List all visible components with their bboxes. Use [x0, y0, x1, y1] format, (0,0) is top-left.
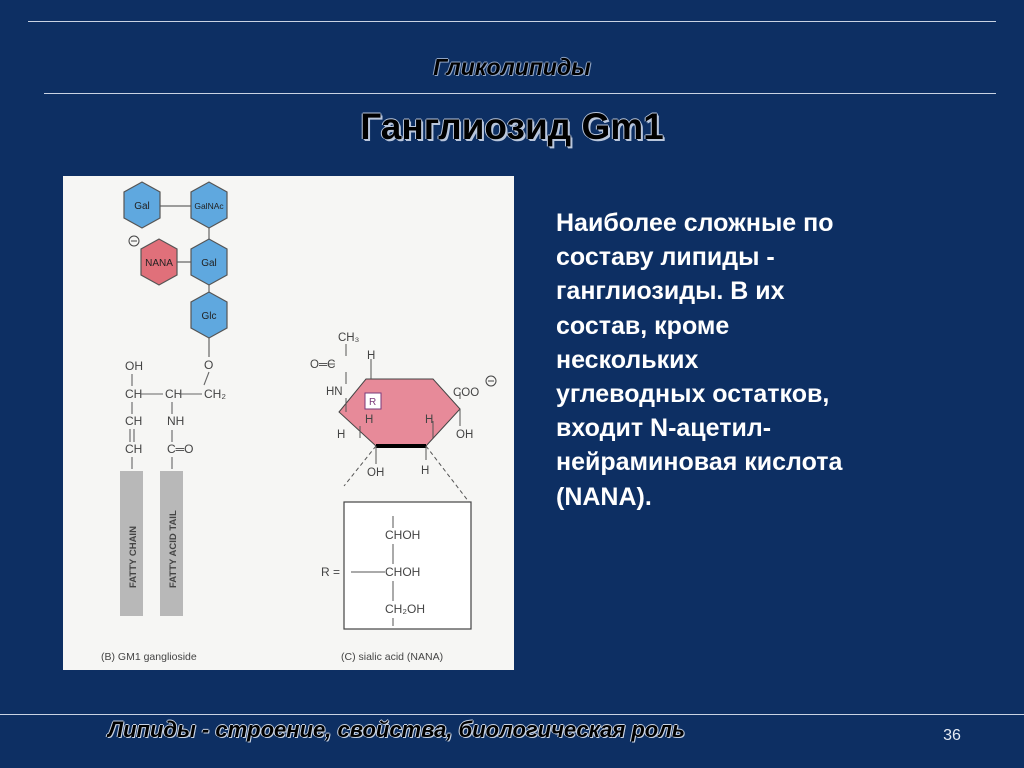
sialic-acid-ring [339, 379, 460, 446]
caption-b: (B) GM1 ganglioside [101, 651, 197, 663]
r-chain-3: CH₂OH [385, 602, 425, 616]
fatty-acid-tail-label: FATTY ACID TAIL [168, 510, 179, 588]
top-rule [28, 21, 996, 22]
ring-r-label: R [369, 397, 377, 408]
caption-c: (C) sialic acid (NANA) [341, 651, 444, 663]
description-text: Наиболее сложные по составу липиды - ганглиозиды. В их состав, кроме нескольких углеводных остатков, входит N-ацетил- нейраминовая кислота (NANA). [556, 209, 843, 511]
title-rule [44, 93, 996, 94]
backbone-ch2: CH₂ [204, 387, 226, 401]
r-chain-1: CHOH [385, 528, 421, 542]
nana-label: NANA [145, 258, 173, 269]
backbone-c-o: C═O [167, 442, 194, 456]
sialic-h-inner-left: H [365, 414, 374, 426]
galnac-label: GalNAc [194, 201, 224, 211]
backbone-ch1: CH [125, 387, 143, 401]
r-chain-2: CHOH [385, 565, 421, 579]
sialic-ch3: CH₃ [338, 332, 360, 344]
backbone-o-link: O [204, 358, 214, 372]
figure-svg [63, 176, 514, 670]
r-equals-label: R = [321, 565, 341, 579]
ganglioside-figure [63, 176, 514, 670]
gal-label: Gal [201, 258, 217, 269]
footer-rule [0, 714, 1024, 715]
sialic-h-left: H [337, 429, 346, 441]
backbone-ch-mid: CH [165, 387, 183, 401]
glc-label: Glc [201, 311, 217, 322]
page-number: 36 [943, 727, 961, 744]
sialic-oh-right: OH [456, 429, 474, 441]
backbone-ch3: CH [125, 414, 143, 428]
section-title: Гликолипиды [433, 54, 591, 80]
sialic-coo: COO [453, 387, 480, 399]
backbone-oh: OH [125, 359, 143, 373]
slide-title: Ганглиозид Gm1 [360, 106, 664, 147]
sialic-h-bottom: H [421, 465, 430, 477]
fatty-chain-label: FATTY CHAIN [128, 526, 139, 588]
gal-top-label: Gal [134, 201, 150, 212]
footer-title: Липиды - строение, свойства, биологическая роль [108, 717, 685, 742]
backbone-ch4: CH [125, 442, 143, 456]
backbone-nh: NH [167, 414, 185, 428]
sialic-o-eq-c: O═C [310, 359, 336, 371]
sialic-h-top: H [367, 350, 376, 362]
sialic-oh-bottom: OH [367, 467, 385, 479]
sialic-h-inner-right: H [425, 414, 434, 426]
sialic-hn: HN [326, 386, 343, 398]
